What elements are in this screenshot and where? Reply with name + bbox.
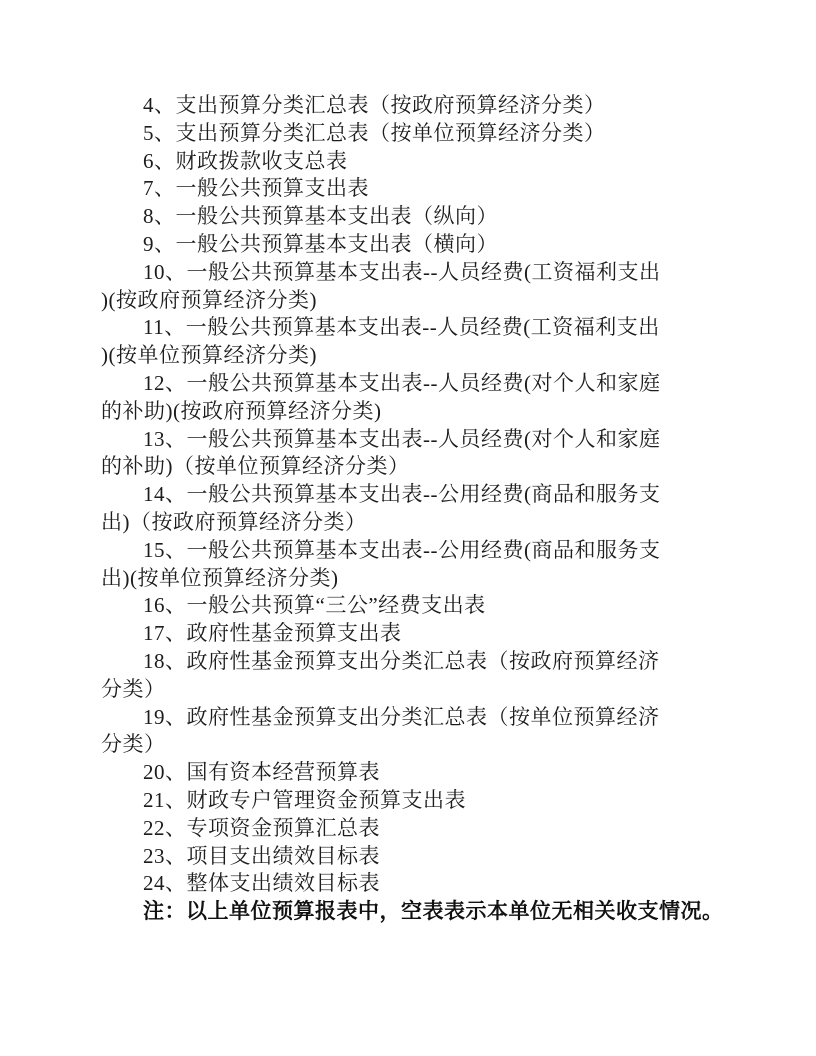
- doc-line-item-13: 13、一般公共预算基本支出表--人员经费(对个人和家庭: [143, 426, 661, 451]
- doc-line-item-18-cont: 分类）: [101, 676, 166, 701]
- doc-line-item-11-cont: )(按单位预算经济分类): [101, 343, 317, 368]
- doc-line-item-19: 19、政府性基金预算支出分类汇总表（按单位预算经济: [143, 704, 660, 729]
- doc-line-item-16: 16、一般公共预算“三公”经费支出表: [143, 593, 486, 618]
- doc-note: 注：以上单位预算报表中，空表表示本单位无相关收支情况。: [143, 900, 724, 924]
- doc-line-item-20: 20、国有资本经营预算表: [143, 760, 380, 785]
- doc-line-item-13-cont: 的补助)（按单位预算经济分类）: [101, 454, 410, 479]
- doc-line-item-10-cont: )(按政府预算经济分类): [101, 287, 317, 312]
- doc-line-item-7: 7、一般公共预算支出表: [143, 176, 369, 201]
- doc-line-item-18: 18、政府性基金预算支出分类汇总表（按政府预算经济: [143, 648, 660, 673]
- doc-line-item-14-cont: 出)（按政府预算经济分类）: [101, 509, 367, 534]
- doc-line-item-8: 8、一般公共预算基本支出表（纵向）: [143, 204, 498, 229]
- doc-line-item-17: 17、政府性基金预算支出表: [143, 621, 402, 646]
- doc-line-item-11: 11、一般公共预算基本支出表--人员经费(工资福利支出: [143, 315, 660, 340]
- doc-line-item-9: 9、一般公共预算基本支出表（横向）: [143, 231, 498, 256]
- doc-line-item-23: 23、项目支出绩效目标表: [143, 843, 380, 868]
- document-page: [101, 92, 724, 926]
- doc-line-item-22: 22、专项资金预算汇总表: [143, 815, 380, 840]
- doc-line-item-21: 21、财政专户管理资金预算支出表: [143, 787, 466, 812]
- doc-line-item-12: 12、一般公共预算基本支出表--人员经费(对个人和家庭: [143, 370, 661, 395]
- doc-line-item-15: 15、一般公共预算基本支出表--公用经费(商品和服务支: [143, 537, 661, 562]
- doc-line-item-6: 6、财政拨款收支总表: [143, 148, 348, 173]
- doc-line-item-15-cont: 出)(按单位预算经济分类): [101, 565, 339, 590]
- doc-line-item-12-cont: 的补助)(按政府预算经济分类): [101, 398, 382, 423]
- doc-line-item-24: 24、整体支出绩效目标表: [143, 871, 380, 896]
- doc-line-item-5: 5、支出预算分类汇总表（按单位预算经济分类）: [143, 120, 606, 145]
- doc-line-item-14: 14、一般公共预算基本支出表--公用经费(商品和服务支: [143, 482, 661, 507]
- doc-line-item-19-cont: 分类）: [101, 732, 166, 757]
- doc-line-item-4: 4、支出预算分类汇总表（按政府预算经济分类）: [143, 93, 606, 117]
- doc-line-item-10: 10、一般公共预算基本支出表--人员经费(工资福利支出: [143, 259, 661, 284]
